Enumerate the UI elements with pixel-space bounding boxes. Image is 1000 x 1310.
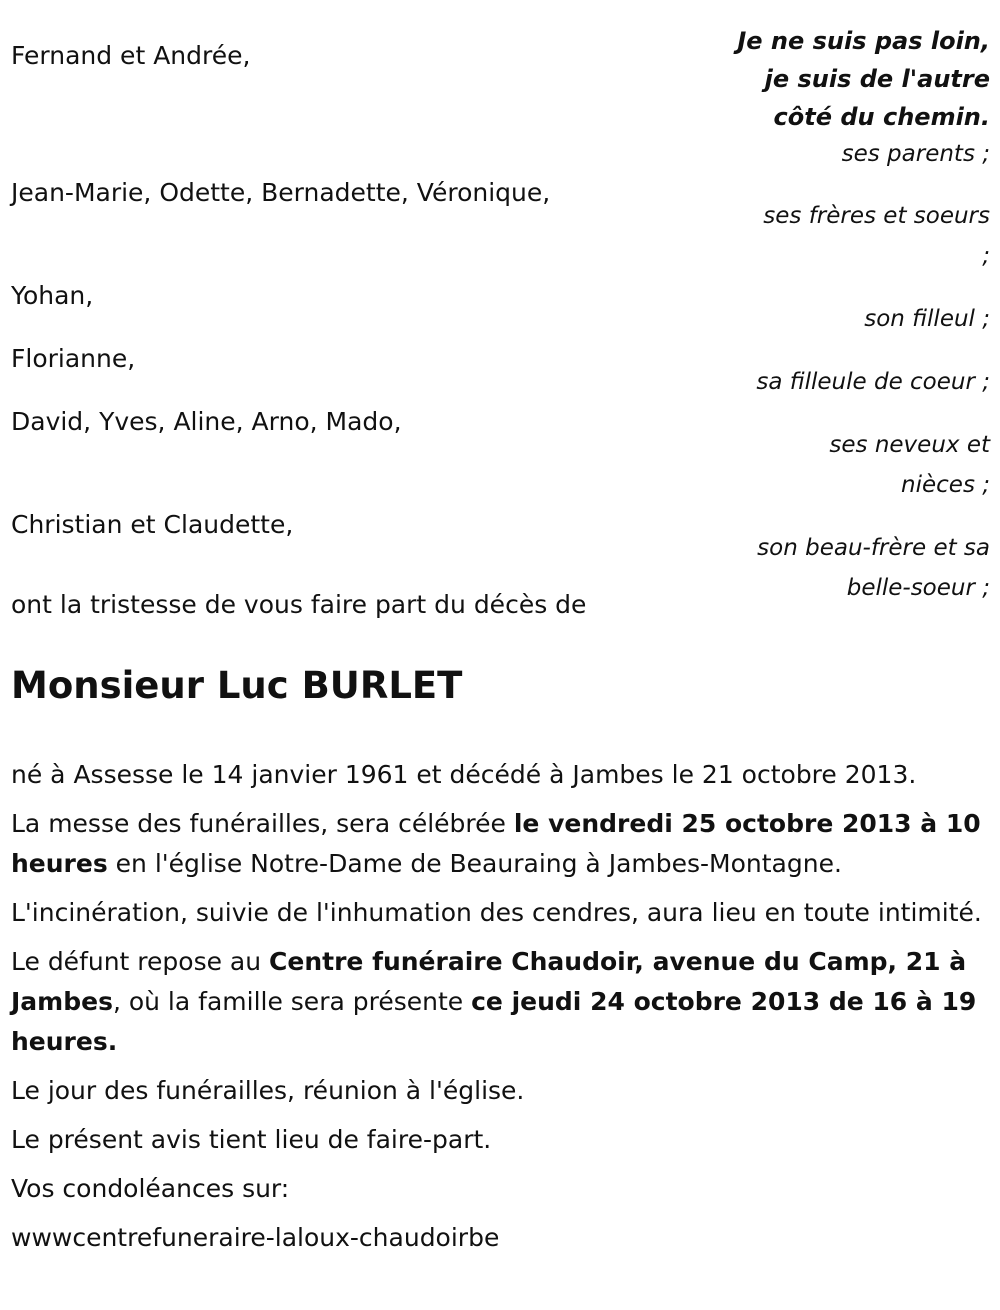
relation-inlaws: son beau-frère et sa [757, 535, 990, 561]
family-names-siblings: Jean-Marie, Odette, Bernadette, Véronique, [11, 178, 551, 207]
deceased-name: Monsieur Luc BURLET [11, 664, 463, 707]
family-names-parents: Fernand et Andrée, [11, 41, 251, 70]
quote-line: Je ne suis pas loin, [737, 27, 990, 55]
relation-nephews-end: nièces ; [901, 472, 990, 498]
condolences-website[interactable]: wwwcentrefuneraire-laloux-chaudoirbe [11, 1223, 500, 1252]
relation-siblings: ses frères et soeurs [763, 203, 990, 229]
birth-death-line: né à Assesse le 14 janvier 1961 et décédé à Jambes le 21 octobre 2013. [11, 760, 917, 789]
relation-inlaws-end: belle-soeur ; [846, 575, 990, 601]
relation-goddaughter: sa filleule de coeur ; [756, 369, 990, 395]
family-names-nephews: David, Yves, Aline, Arno, Mado, [11, 407, 402, 436]
visitation-time: ce jeudi 24 octobre 2013 de 16 à 19 heures. [11, 987, 977, 1056]
relation-siblings-end: ; [982, 243, 990, 269]
funeral-mass: La messe des funérailles, sera célébrée le vendredi 25 octobre 2013 à 10 heures en l'église Notre-Dame de Beauraing à Jambes-Montagne. [11, 809, 981, 878]
family-names-inlaws: Christian et Claudette, [11, 510, 294, 539]
notice-line: Le présent avis tient lieu de faire-part. [11, 1125, 492, 1154]
quote-line: je suis de l'autre [764, 65, 990, 93]
obituary-body [11, 755, 991, 1267]
quote-line: côté du chemin. [773, 103, 990, 131]
funeral-center: Centre funéraire Chaudoir, avenue du Camp, 21 à Jambes [11, 947, 967, 1016]
cremation-line: L'incinération, suivie de l'inhumation des cendres, aura lieu en toute intimité. [11, 898, 982, 927]
meeting-line: Le jour des funérailles, réunion à l'église. [11, 1076, 525, 1105]
family-names-goddaughter: Florianne, [11, 344, 136, 373]
announcement-text: ont la tristesse de vous faire part du décès de [11, 590, 587, 619]
condolences-label: Vos condoléances sur: [11, 1174, 290, 1203]
mass-date: le vendredi 25 octobre 2013 à 10 heures [11, 809, 981, 878]
relation-godson: son filleul ; [864, 306, 990, 332]
relation-nephews: ses neveux et [829, 432, 990, 458]
epitaph-quote [737, 22, 990, 136]
relation-parents: ses parents ; [841, 141, 990, 167]
family-names-godson: Yohan, [11, 281, 94, 310]
resting-place: Le défunt repose au Centre funéraire Chaudoir, avenue du Camp, 21 à Jambes, où la famille sera présente ce jeudi 24 octobre 2013 de 16 à 19 heures. [11, 947, 977, 1056]
